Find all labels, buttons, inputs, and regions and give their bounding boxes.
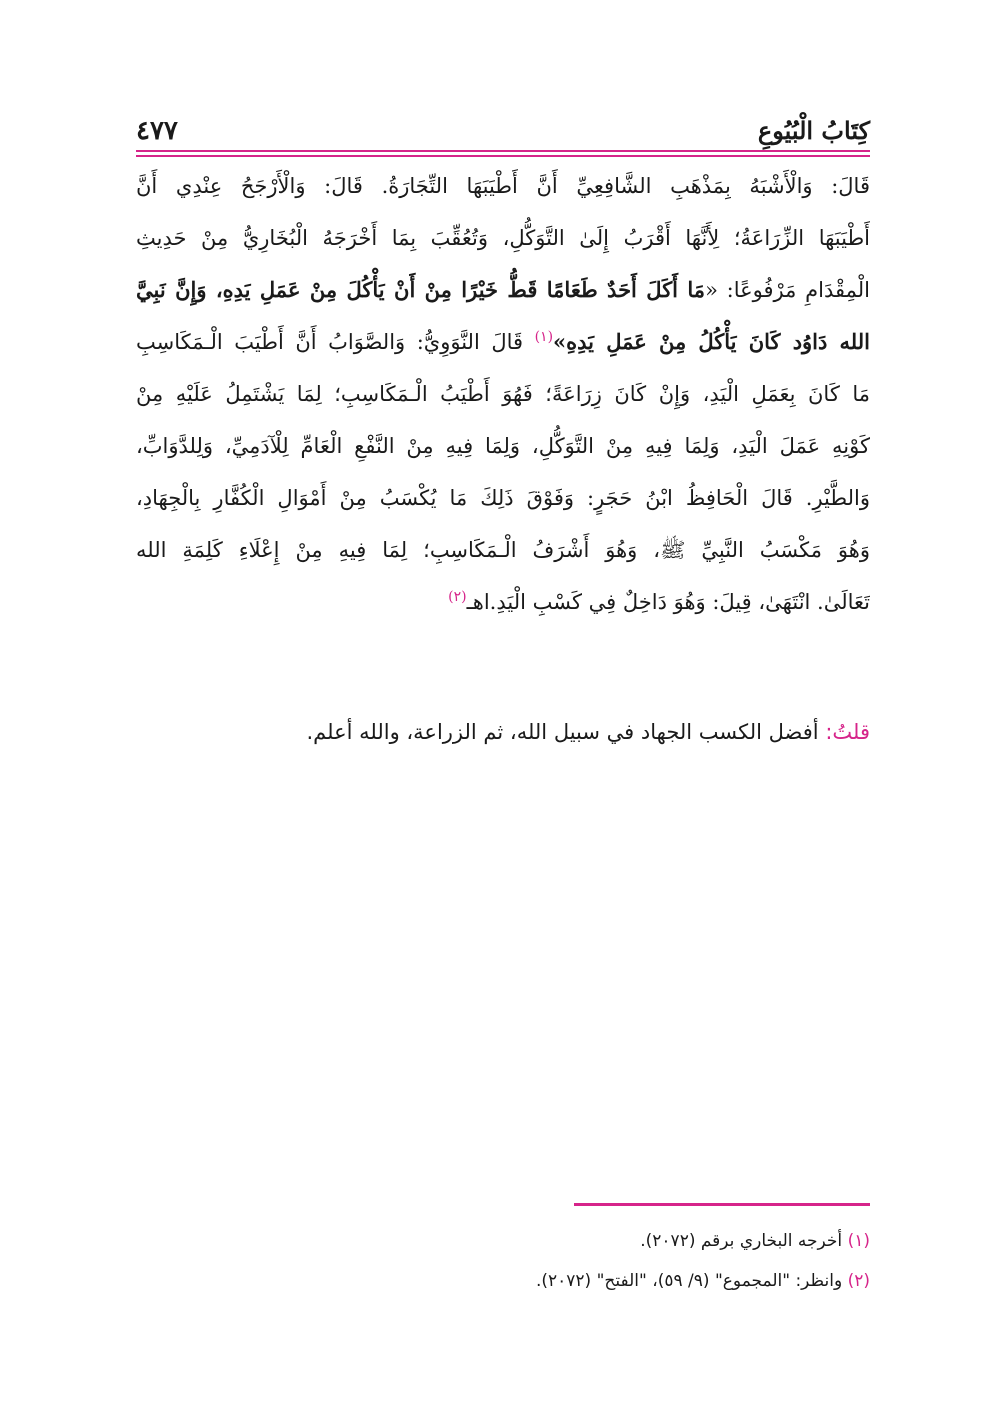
note-label: قلتُ: bbox=[825, 720, 870, 744]
footnote-1 bbox=[136, 1224, 870, 1264]
text-line-8: وَهُوَ مَكْسَبُ النَّبِيِّ ﷺ، وَهُوَ أَشْرَفُ الْـمَكَاسِبِ؛ لِمَا فِيهِ مِنْ إِعْلَاءِ كَلِمَةِ الله bbox=[136, 538, 870, 562]
text-line-7: وَالطَّيْرِ. قَالَ الْحَافِظُ ابْنُ حَجَرٍ: وَفَوْقَ ذَلِكَ مَا يُكْسَبُ مِنْ أَمْوَالِ الْكُفَّارِ بِالْجِهَادِ، bbox=[136, 486, 870, 510]
footnote-ref-2[interactable]: (٢) bbox=[448, 589, 467, 605]
footnote-2 bbox=[136, 1264, 870, 1304]
footnote-number: (٢) bbox=[847, 1271, 870, 1291]
text-line-9: تَعَالَىٰ. انْتَهَىٰ، قِيلَ: وَهُوَ دَاخِلٌ فِي كَسْبِ الْيَدِ.اهـ$^{(٢)}$ bbox=[448, 589, 870, 614]
header-rule-top bbox=[136, 150, 870, 152]
main-text bbox=[136, 160, 870, 628]
page-number: ٤٧٧ bbox=[136, 116, 178, 146]
note-text: أفضل الكسب الجهاد في سبيل الله، ثم الزراعة، والله أعلم. bbox=[306, 720, 826, 744]
page-header bbox=[136, 108, 870, 152]
running-title: كِتَابُ الْبُيُوعِ bbox=[757, 116, 870, 145]
author-note bbox=[136, 712, 870, 752]
footnote-text: أخرجه البخاري برقم (٢٠٧٢). bbox=[640, 1231, 848, 1251]
text-line-6: كَوْنِهِ عَمَلَ الْيَدِ، وَلِمَا فِيهِ مِنْ التَّوَكُّلِ، وَلِمَا فِيهِ مِنْ النَّفْعِ الْعَامِّ لِلْآدَمِيِّ، وَلِلدَّوَابِّ، bbox=[136, 434, 870, 458]
text-line-2: أَطْيَبَهَا الزِّرَاعَةُ؛ لِأَنَّهَا أَقْرَبُ إِلَىٰ التَّوَكُّلِ، وَتُعُقِّبَ بِمَا أَخْرَجَهُ الْبُخَارِيُّ مِنْ حَدِيثِ bbox=[136, 226, 870, 250]
text-line-5: مَا كَانَ بِعَمَلِ الْيَدِ، وَإِنْ كَانَ زِرَاعَةً؛ فَهُوَ أَطْيَبُ الْـمَكَاسِبِ؛ لِمَا يَشْتَمِلُ عَلَيْهِ مِنْ bbox=[136, 382, 870, 406]
hadith-text: مَا أَكَلَ أَحَدٌ طَعَامًا قَطُّ خَيْرًا مِنْ أَنْ يَأْكُلَ مِنْ عَمَلِ يَدِهِ، وَإِنَّ نَبِيَّ bbox=[136, 277, 706, 302]
text-line-4: الله دَاوُد كَانَ يَأْكُلُ مِنْ عَمَلِ يَدِهِ»$^{(١)}$ قَالَ النَّوَوِيُّ: وَالصَّوَابُ أَنَّ أَطْيَبَ الْـمَكَاسِبِ bbox=[136, 329, 870, 354]
footnote-number: (١) bbox=[847, 1231, 870, 1251]
header-rule-bottom bbox=[136, 155, 870, 157]
footnote-text: وانظر: "المجموع" (٩/ ٥٩)، "الفتح" (٢٠٧٢). bbox=[535, 1271, 848, 1291]
text-line-1: قَالَ: وَالْأَشْبَهُ بِمَذْهَبِ الشَّافِعِيِّ أَنَّ أَطْيَبَهَا التِّجَارَةُ. قَالَ: وَالْأَرْجَحُ عِنْدِي أَنَّ bbox=[136, 174, 870, 198]
hadith-text-end: الله دَاوُد كَانَ يَأْكُلُ مِنْ عَمَلِ يَدِهِ bbox=[566, 329, 870, 354]
text-line-3: الْمِقْدَامِ مَرْفُوعًا: «مَا أَكَلَ أَحَدٌ طَعَامًا قَطُّ خَيْرًا مِنْ أَنْ يَأْكُلَ مِنْ عَمَلِ يَدِهِ، وَإِنَّ نَبِيَّ bbox=[136, 277, 870, 302]
footnotes bbox=[136, 1224, 870, 1304]
footnote-ref-1[interactable]: (١) bbox=[534, 329, 554, 345]
footnote-separator bbox=[574, 1203, 870, 1206]
